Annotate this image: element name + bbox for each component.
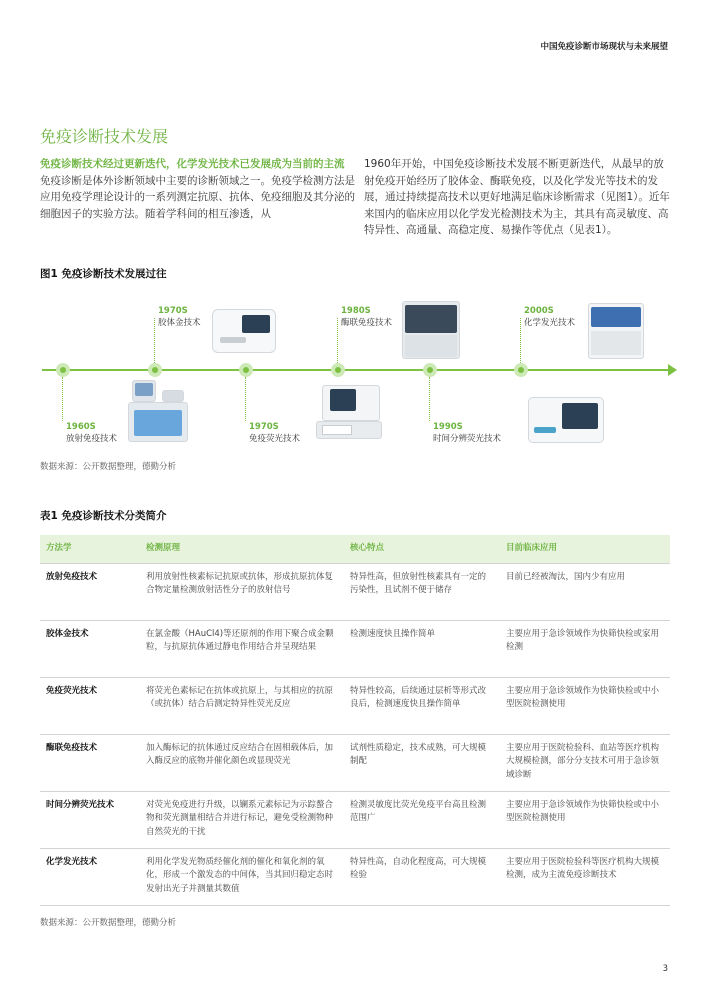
right-paragraph: 1960年开始，中国免疫诊断技术发展不断更新迭代，从最早的放射免疫开始经历了胶体金、酶联免疫，以及化学发光等技术的发展，通过持续提高技术以更好地满足临床诊断需求（见图1）。近年来国内的临床应用以化学发光检测技术为主，其具有高灵敏度、高特异性、高通量、高稳定度、易操作等优点（见表1）。 [364, 158, 670, 236]
table-header-cell: 核心特点 [344, 535, 500, 563]
principle-cell: 对荧光免疫进行升级，以镧系元素标记为示踪螯合物和荧光测量相结合并进行标记，避免受检测物种自然荧光的干扰 [140, 791, 344, 848]
timeline-arrow-icon [668, 364, 677, 376]
milestone-year: 1960S [66, 422, 96, 432]
colloidal-gold-device-icon [212, 303, 276, 355]
application-cell: 主要应用于医院检验科等医疗机构大规模检测，成为主流免疫诊断技术 [500, 848, 670, 905]
timeline-dot [56, 363, 70, 377]
milestone-year: 1980S [341, 306, 371, 316]
feature-cell: 特异性高，但放射性核素具有一定的污染性，且试剂不便于储存 [344, 563, 500, 620]
table-header-cell: 方法学 [40, 535, 140, 563]
table-header-cell: 检测原理 [140, 535, 344, 563]
milestone-year: 1970S [249, 422, 279, 432]
timeline-connector [429, 377, 430, 421]
timeline-dot [423, 363, 437, 377]
milestone-2000s [524, 306, 575, 328]
table-row [40, 848, 670, 905]
radioimmuno-device-icon [128, 380, 188, 444]
section-subtitle: 免疫诊断技术经过更新迭代，化学发光技术已发展成为当前的主流 [40, 158, 345, 170]
tech-table [40, 535, 670, 906]
principle-cell: 在氯金酸（HAuCl4)等还原剂的作用下聚合成金颗粒，与抗原抗体通过静电作用结合并呈现结果 [140, 620, 344, 677]
table-row [40, 563, 670, 620]
elisa-device-icon [402, 301, 462, 361]
table-row [40, 734, 670, 791]
application-cell: 主要应用于急诊领域作为快筛快检或中小型医院检测使用 [500, 677, 670, 734]
timeline-dot [239, 363, 253, 377]
timeline-dot [148, 363, 162, 377]
feature-cell: 特异性较高，后续通过层析等形式改良后，检测速度快且操作简单 [344, 677, 500, 734]
timeline-connector [62, 377, 63, 421]
table-source: 数据来源：公开数据整理，德勤分析 [40, 918, 177, 928]
method-cell: 免疫荧光技术 [40, 677, 140, 734]
time-resolved-fluorescence-device-icon [528, 395, 606, 445]
application-cell: 主要应用于急诊领域作为快筛快检或家用检测 [500, 620, 670, 677]
table-title: 表1 免疫诊断技术分类简介 [40, 510, 167, 522]
milestone-1960s [66, 422, 117, 444]
principle-cell: 将荧光色素标记在抗体或抗原上，与其相应的抗原（或抗体）结合后测定特异性荧光反应 [140, 677, 344, 734]
milestone-name: 放射免疫技术 [66, 434, 118, 444]
application-cell: 主要应用于医院检验科、血站等医疗机构大规模检测，部分分支技术可用于急诊领域诊断 [500, 734, 670, 791]
left-paragraph: 免疫诊断是体外诊断领域中主要的诊断领域之一。免疫学检测方法是应用免疫学理论设计的一系列测定抗原、抗体、免疫细胞及其分泌的细胞因子的实验方法。随着学科间的相互渗透，从 [40, 174, 355, 220]
milestone-name: 胶体金技术 [158, 318, 201, 328]
milestone-year: 1970S [158, 306, 188, 316]
method-cell: 酶联免疫技术 [40, 734, 140, 791]
milestone-name: 免疫荧光技术 [249, 434, 301, 444]
feature-cell: 检测速度快且操作简单 [344, 620, 500, 677]
principle-cell: 利用放射性核素标记抗原或抗体，形成抗原抗体复合物定量检测放射活性分子的放射信号 [140, 563, 344, 620]
chemiluminescence-device-icon [588, 303, 646, 361]
timeline-connector [520, 318, 521, 363]
immunofluorescence-device-icon [316, 383, 384, 441]
section-title: 免疫诊断技术发展 [40, 127, 169, 146]
milestone-name: 时间分辨荧光技术 [433, 434, 502, 444]
table-header-cell: 目前临床应用 [500, 535, 670, 563]
application-cell: 目前已经被淘汰，国内少有应用 [500, 563, 670, 620]
figure-title: 图1 免疫诊断技术发展过往 [40, 268, 167, 280]
timeline-dot [514, 363, 528, 377]
method-cell: 化学发光技术 [40, 848, 140, 905]
milestone-1970s-gold [158, 306, 201, 328]
left-column [40, 156, 356, 222]
application-cell: 主要应用于急诊领域作为快筛快检或中小型医院检测使用 [500, 791, 670, 848]
table-row [40, 677, 670, 734]
method-cell: 放射免疫技术 [40, 563, 140, 620]
milestone-1970s-fluor [249, 422, 300, 444]
milestone-year: 1990S [433, 422, 463, 432]
feature-cell: 检测灵敏度比荧光免疫平台高且检测范围广 [344, 791, 500, 848]
feature-cell: 试剂性质稳定，技术成熟，可大规模制配 [344, 734, 500, 791]
timeline-line [42, 369, 670, 371]
method-cell: 胶体金技术 [40, 620, 140, 677]
milestone-1980s [341, 306, 392, 328]
principle-cell: 加入酶标记的抗体通过反应结合在固相载体后，加入酶反应的底物并催化颜色或显现荧光 [140, 734, 344, 791]
method-cell: 时间分辨荧光技术 [40, 791, 140, 848]
figure-source: 数据来源：公开数据整理，德勤分析 [40, 462, 177, 472]
timeline-connector [154, 318, 155, 363]
page-number: 3 [662, 964, 668, 974]
header-title: 中国免疫诊断市场现状与未来展望 [540, 42, 668, 52]
principle-cell: 利用化学发光物质经催化剂的催化和氧化剂的氧化，形成一个激发态的中间体，当其回归稳定态时发射出光子并测量其数值 [140, 848, 344, 905]
milestone-year: 2000S [524, 306, 554, 316]
table-row [40, 620, 670, 677]
timeline-dot [331, 363, 345, 377]
table-row [40, 791, 670, 848]
timeline-connector [337, 318, 338, 363]
table-header-row [40, 535, 670, 563]
milestone-name: 化学发光技术 [524, 318, 576, 328]
milestone-1990s [433, 422, 501, 444]
milestone-name: 酶联免疫技术 [341, 318, 393, 328]
feature-cell: 特异性高，自动化程度高，可大规模检验 [344, 848, 500, 905]
timeline-connector [245, 377, 246, 421]
